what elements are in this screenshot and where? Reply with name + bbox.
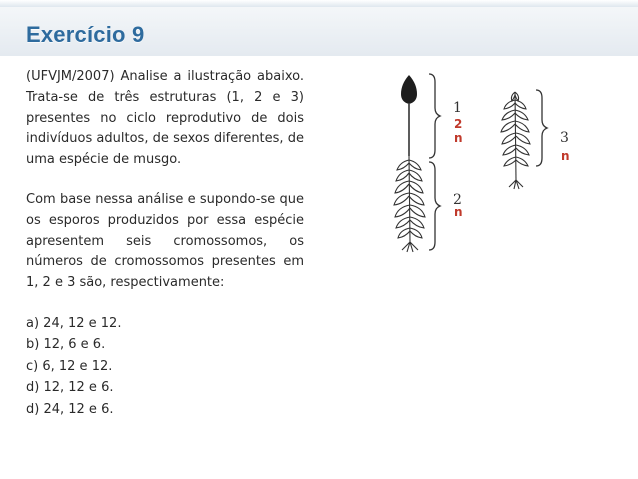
ploidy-label-1-n: n xyxy=(454,131,463,145)
answer-option: a) 24, 12 e 12. xyxy=(26,315,122,331)
ploidy-label-2: n xyxy=(454,205,463,219)
question-paragraph-2: Com base nessa análise e supondo-se que os esporos produzidos por essa espécie apresentem seis cromossomos, os números de cromossomos presentes em 1, 2 e 3 são, respectivamente: xyxy=(26,191,304,291)
answer-option: b) 12, 6 e 6. xyxy=(26,337,106,353)
label-structure-2: 2 xyxy=(453,192,462,208)
answer-option: d) 12, 12 e 6. xyxy=(26,380,114,396)
ploidy-label-1-number: 2 xyxy=(454,117,463,131)
left-gametophyte-icon xyxy=(394,156,425,252)
sporophyte-capsule-icon xyxy=(401,75,417,156)
brace-1 xyxy=(429,74,440,158)
answer-option: d) 24, 12 e 6. xyxy=(26,401,114,417)
right-gametophyte-icon xyxy=(501,92,530,189)
brace-2 xyxy=(429,162,440,250)
brace-3 xyxy=(536,90,547,166)
question-text xyxy=(26,67,304,420)
answer-options xyxy=(26,313,304,421)
label-structure-3: 3 xyxy=(560,130,569,146)
ploidy-label-3: n xyxy=(561,149,570,163)
moss-illustration xyxy=(380,66,610,276)
answer-option: c) 6, 12 e 12. xyxy=(26,358,113,374)
header-stripe xyxy=(0,0,638,7)
label-structure-1: 1 xyxy=(453,100,462,116)
question-paragraph-1: (UFVJM/2007) Analise a ilustração abaixo. Trata-se de três estruturas (1, 2 e 3) presentes no ciclo reprodutivo de dois indivíduos adultos, de sexos diferentes, de uma espécie de musgo. xyxy=(26,69,304,168)
slide-title: Exercício 9 xyxy=(26,22,145,47)
